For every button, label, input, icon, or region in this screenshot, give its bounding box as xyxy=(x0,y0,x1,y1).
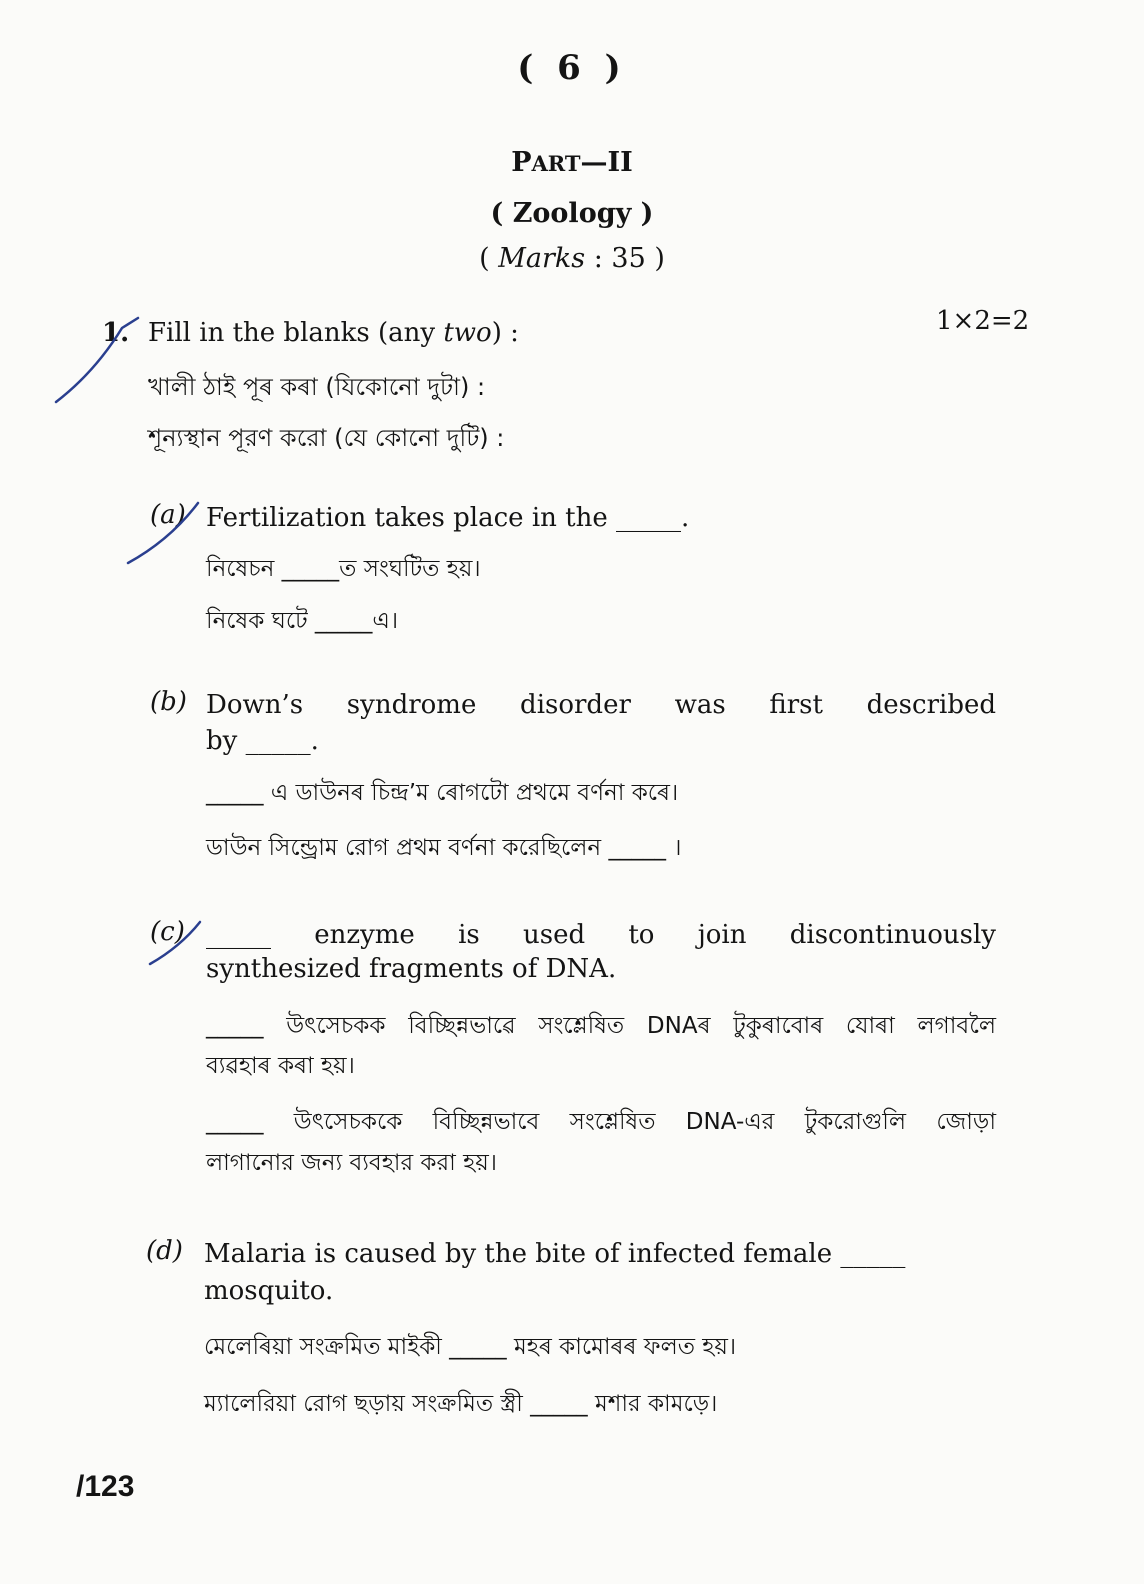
subpart-d-label: (d) xyxy=(146,1236,183,1266)
subject-heading: ( Zoology ) xyxy=(490,198,654,229)
subpart-c-english-line1: _____ enzyme is used to join discontinuously xyxy=(206,920,996,950)
subpart-c-bengali-line1: _____ উৎসেচককে বিচ্ছিন্নভাবে সংশ্লেষিত DNA-এর টুকরোগুলি জোড়া xyxy=(206,1109,996,1135)
subpart-c-bengali-line2: লাগানোর জন্য ব্যবহার করা হয়। xyxy=(206,1150,498,1176)
subpart-c-english-line2: synthesized fragments of DNA. xyxy=(206,954,617,984)
part-heading-suffix: —II xyxy=(580,147,633,178)
subpart-a-bengali: নিষেক ঘটে _____এ। xyxy=(206,608,399,634)
subpart-d-english-line2: mosquito. xyxy=(204,1276,334,1306)
marks-label: Marks xyxy=(498,243,586,274)
question-english xyxy=(148,318,519,348)
question-english-post: ) : xyxy=(491,318,519,348)
question-number: 1. xyxy=(102,318,130,348)
subpart-a-label: (a) xyxy=(150,500,186,530)
question-assamese: খালী ঠাই পূৰ কৰা (যিকোনো দুটা) : xyxy=(148,373,486,401)
subpart-a-english: Fertilization takes place in the _____. xyxy=(206,503,690,533)
subpart-b-english-line2: by _____. xyxy=(206,726,319,756)
marks-line xyxy=(0,243,1144,274)
subpart-a-assamese: নিষেচন _____ত সংঘটিত হয়। xyxy=(206,556,481,582)
part-heading-initial: P xyxy=(511,147,532,178)
subpart-c-assamese-line2: ব্যৱহাৰ কৰা হয়। xyxy=(206,1053,355,1079)
page-number: ( 6 ) xyxy=(517,48,627,88)
subpart-c-assamese-line1: _____ উৎসেচকক বিচ্ছিন্নভাৱে সংশ্লেষিত DNAৰ টুকুৰাবোৰ যোৰা লগাবলৈ xyxy=(206,1013,996,1039)
marks-open: ( xyxy=(479,243,499,274)
question-bengali: শূন্যস্থান পূরণ করো (যে কোনো দুটি) : xyxy=(148,424,505,452)
question-english-pre: Fill in the blanks (any xyxy=(148,318,444,348)
subpart-b-assamese: _____ এ ডাউনৰ চিন্দ্ৰ’ম ৰোগটো প্ৰথমে বৰ্ণনা কৰে। xyxy=(206,780,679,806)
marks-value: : 35 ) xyxy=(585,243,665,274)
part-heading xyxy=(0,147,1144,178)
subpart-b-english-line1: Down’s syndrome disorder was first described xyxy=(206,690,996,720)
paper-code: /123 xyxy=(76,1470,135,1503)
subpart-b-bengali: ডাউন সিন্ড্রোম রোগ প্রথম বর্ণনা করেছিলেন _____ । xyxy=(206,835,682,861)
subpart-b-label: (b) xyxy=(150,687,187,717)
question-english-emphasis: two xyxy=(443,318,492,348)
subpart-c-label: (c) xyxy=(150,917,185,947)
part-heading-smallcaps: ART xyxy=(531,151,581,176)
subpart-d-bengali: ম্যালেরিয়া রোগ ছড়ায় সংক্রমিত স্ত্রী _____ মশার কামড়ে। xyxy=(204,1391,718,1417)
subpart-d-english-line1: Malaria is caused by the bite of infected female _____ xyxy=(204,1239,906,1269)
marks-allocation: 1×2=2 xyxy=(936,306,1030,336)
subpart-d-assamese: মেলেৰিয়া সংক্ৰমিত মাইকী _____ মহৰ কামোৰৰ ফলত হয়। xyxy=(204,1334,737,1360)
